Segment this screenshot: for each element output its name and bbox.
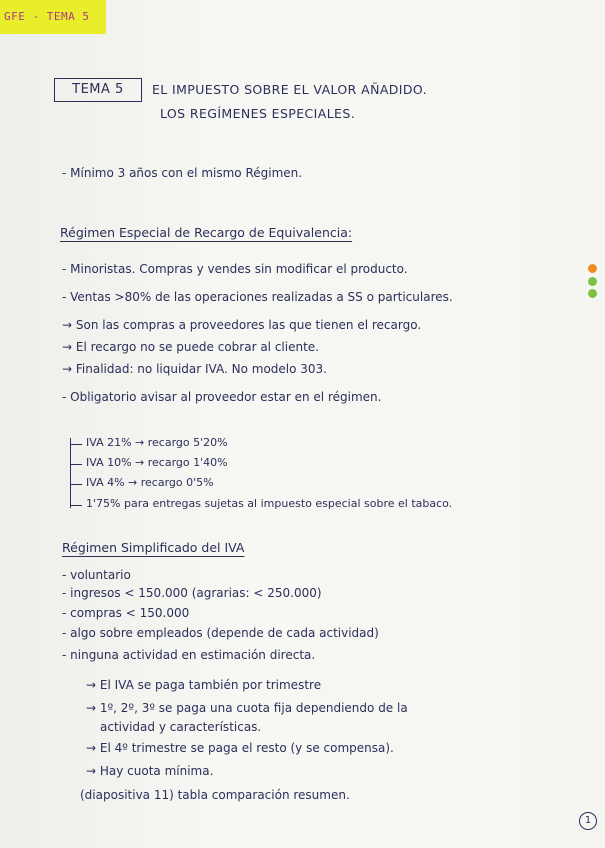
- list-item: → Hay cuota mínima.: [86, 764, 214, 778]
- rate-item: 1'75% para entregas sujetas al impuesto especial sobre el tabaco.: [86, 497, 453, 510]
- section2-heading: Régimen Simplificado del IVA: [62, 540, 245, 555]
- page-title: EL IMPUESTO SOBRE EL VALOR AÑADIDO.: [152, 82, 428, 97]
- list-item: - ninguna actividad en estimación directa.: [62, 648, 316, 662]
- list-item: → El recargo no se puede cobrar al cliente.: [62, 340, 319, 354]
- tab-marker-green-dot: [588, 289, 597, 298]
- list-item: - algo sobre empleados (depende de cada actividad): [62, 626, 379, 640]
- list-item: → 1º, 2º, 3º se paga una cuota fija dependiendo de la: [86, 701, 408, 715]
- list-item: - Minoristas. Compras y vendes sin modificar el producto.: [62, 262, 408, 276]
- bracket-tick: [70, 464, 82, 465]
- tab-marker-green-dot: [588, 277, 597, 286]
- list-item: - ingresos < 150.000 (agrarias: < 250.000): [62, 586, 322, 600]
- tab-label: GFE - TEMA 5: [0, 0, 106, 34]
- list-item: (diapositiva 11) tabla comparación resumen.: [80, 788, 350, 802]
- list-item: → Son las compras a proveedores las que tienen el recargo.: [62, 318, 422, 332]
- rates-bracket: [70, 438, 79, 508]
- list-item: → El IVA se paga también por trimestre: [86, 678, 322, 692]
- list-item: → El 4º trimestre se paga el resto (y se compensa).: [86, 741, 394, 755]
- rate-item: IVA 10% → recargo 1'40%: [86, 456, 228, 469]
- list-item: actividad y características.: [100, 720, 262, 734]
- list-item: → Finalidad: no liquidar IVA. No modelo 303.: [62, 362, 327, 376]
- list-item: - Obligatorio avisar al proveedor estar en el régimen.: [62, 390, 382, 404]
- page-subtitle: LOS REGÍMENES ESPECIALES.: [160, 106, 356, 121]
- rate-item: IVA 21% → recargo 5'20%: [86, 436, 228, 449]
- tab-marker-orange-dot: [588, 264, 597, 273]
- bracket-tick: [70, 505, 82, 506]
- bracket-tick: [70, 444, 82, 445]
- bracket-tick: [70, 484, 82, 485]
- section1-heading: Régimen Especial de Recargo de Equivalencia:: [60, 225, 353, 240]
- intro-note: - Mínimo 3 años con el mismo Régimen.: [62, 166, 303, 180]
- rate-item: IVA 4% → recargo 0'5%: [86, 476, 214, 489]
- list-item: - Ventas >80% de las operaciones realizadas a SS o particulares.: [62, 290, 453, 304]
- tema-box: TEMA 5: [54, 78, 142, 102]
- list-item: - voluntario: [62, 568, 131, 582]
- list-item: - compras < 150.000: [62, 606, 190, 620]
- page-number: 1: [579, 812, 597, 830]
